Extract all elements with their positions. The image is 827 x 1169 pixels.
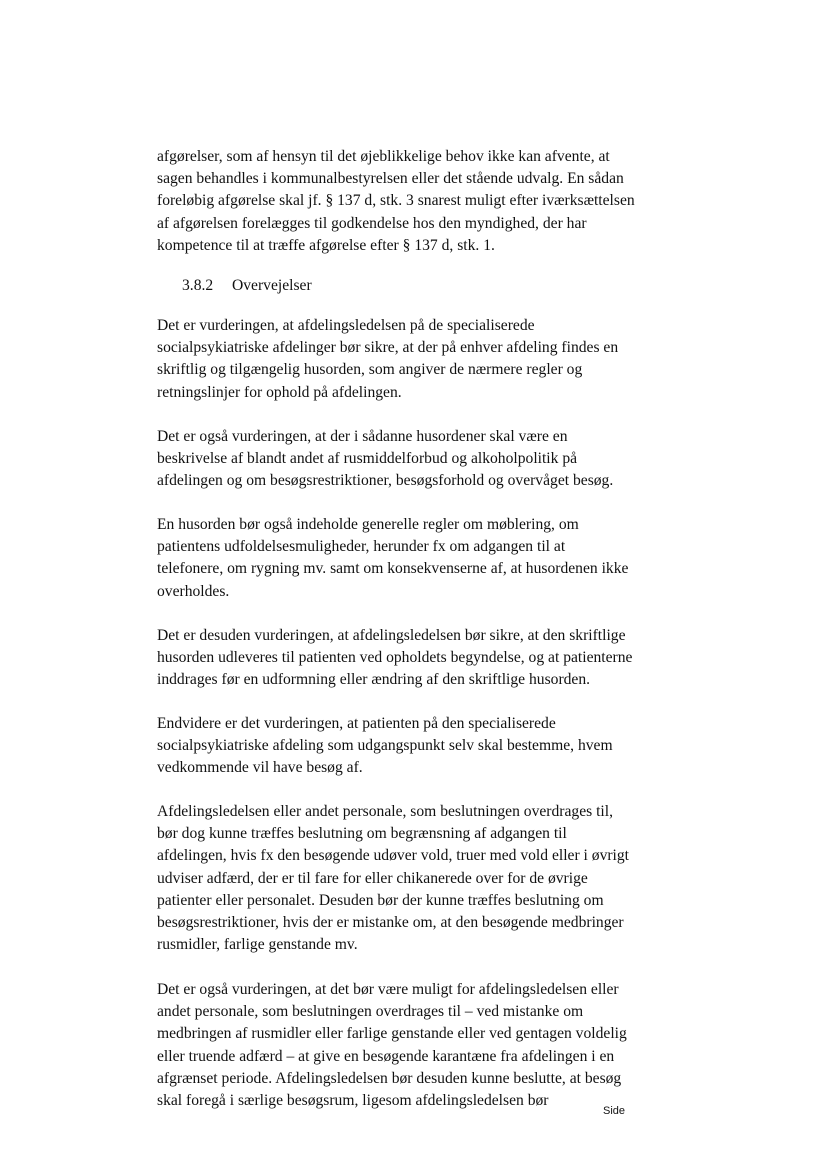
text-line: bør dog kunne træffes beslutning om begrænsning af adgangen til <box>157 825 567 843</box>
text-line: Endvidere er det vurderingen, at patienten på den specialiserede <box>157 715 556 732</box>
text-line: sagen behandles i kommunalbestyrelsen eller det stående udvalg. En sådan <box>157 170 624 188</box>
text-line: rusmidler, farlige genstande mv. <box>157 936 358 954</box>
text-line: skriftlig og tilgængelig husorden, som angiver de nærmere regler og <box>157 361 583 379</box>
text-line: telefonere, om rygning mv. samt om konsekvenserne af, at husordenen ikke <box>157 560 629 578</box>
text-line: husorden udleveres til patienten ved opholdets begyndelse, og at patienterne <box>157 649 633 667</box>
text-line: En husorden bør også indeholde generelle regler om møblering, om <box>157 516 579 533</box>
text-line: Det er vurderingen, at afdelingsledelsen på de specialiserede <box>157 317 535 334</box>
paragraph <box>157 979 677 1112</box>
text-line: afdelingen og om besøgsrestriktioner, besøgsforhold og overvåget besøg. <box>157 472 614 490</box>
text-line: andet personale, som beslutningen overdrages til – ved mistanke om <box>157 1003 584 1021</box>
text-line: patientens udfoldelsesmuligheder, herunder fx om adgangen til at <box>157 538 566 556</box>
text-line: socialpsykiatriske afdeling som udgangspunkt selv skal bestemme, hvem <box>157 737 613 755</box>
text-line: Det er desuden vurderingen, at afdelingsledelsen bør sikre, at den skriftlige <box>157 627 626 644</box>
text-line: Det er også vurderingen, at der i sådanne husordener skal være en <box>157 428 568 445</box>
page-footer-label: Side <box>603 1105 626 1117</box>
text-line: Det er også vurderingen, at det bør være muligt for afdelingsledelsen eller <box>157 981 619 998</box>
text-line: udviser adfærd, der er til fare for eller chikanerede over for de øvrige <box>157 869 588 887</box>
text-line: eller truende adfærd – at give en besøgende karantæne fra afdelingen i en <box>157 1047 615 1065</box>
paragraph <box>157 514 677 603</box>
text-line: afgrænset periode. Afdelingsledelsen bør desuden kunne beslutte, at besøg <box>157 1069 622 1087</box>
text-line: socialpsykiatriske afdelinger bør sikre, at der på enhver afdeling findes en <box>157 339 619 357</box>
paragraph-continuation <box>157 146 677 257</box>
text-line: af afgørelsen forelægges til godkendelse hos den myndighed, der har <box>157 214 587 232</box>
text-line: overholdes. <box>157 582 230 600</box>
text-line: retningslinjer for ophold på afdelingen. <box>157 383 402 401</box>
text-line: beskrivelse af blandt andet af rusmiddelforbud og alkoholpolitik på <box>157 450 578 468</box>
text-line: Afdelingsledelsen eller andet personale, som beslutningen overdrages til, <box>157 803 613 820</box>
section-number: 3.8.2 <box>182 277 214 294</box>
paragraph <box>157 625 677 692</box>
text-line: kompetence til at træffe afgørelse efter § 137 d, stk. 1. <box>157 236 495 254</box>
section-heading <box>182 275 312 297</box>
text-line: inddrages før en udformning eller ændring af den skriftlige husorden. <box>157 671 591 689</box>
text-line: afgørelser, som af hensyn til det øjeblikkelige behov ikke kan afvente, at <box>157 148 610 165</box>
text-line: skal foregå i særlige besøgsrum, ligesom afdelingsledelsen bør <box>157 1092 549 1110</box>
text-line: besøgsrestriktioner, hvis der er mistanke om, at den besøgende medbringer <box>157 914 624 932</box>
text-line: afdelingen, hvis fx den besøgende udøver vold, truer med vold eller i øvrigt <box>157 847 630 865</box>
text-line: medbringen af rusmidler eller farlige genstande eller ved gentagen voldelig <box>157 1025 627 1043</box>
paragraph <box>157 315 677 404</box>
text-line: foreløbig afgørelse skal jf. § 137 d, stk. 3 snarest muligt efter iværksættelsen <box>157 192 635 210</box>
text-line: vedkommende vil have besøg af. <box>157 759 363 777</box>
paragraph <box>157 426 677 493</box>
section-title: Overvejelser <box>232 277 312 294</box>
paragraph <box>157 713 677 780</box>
text-line: patienter eller personalet. Desuden bør der kunne træffes beslutning om <box>157 891 604 909</box>
paragraph <box>157 801 677 956</box>
